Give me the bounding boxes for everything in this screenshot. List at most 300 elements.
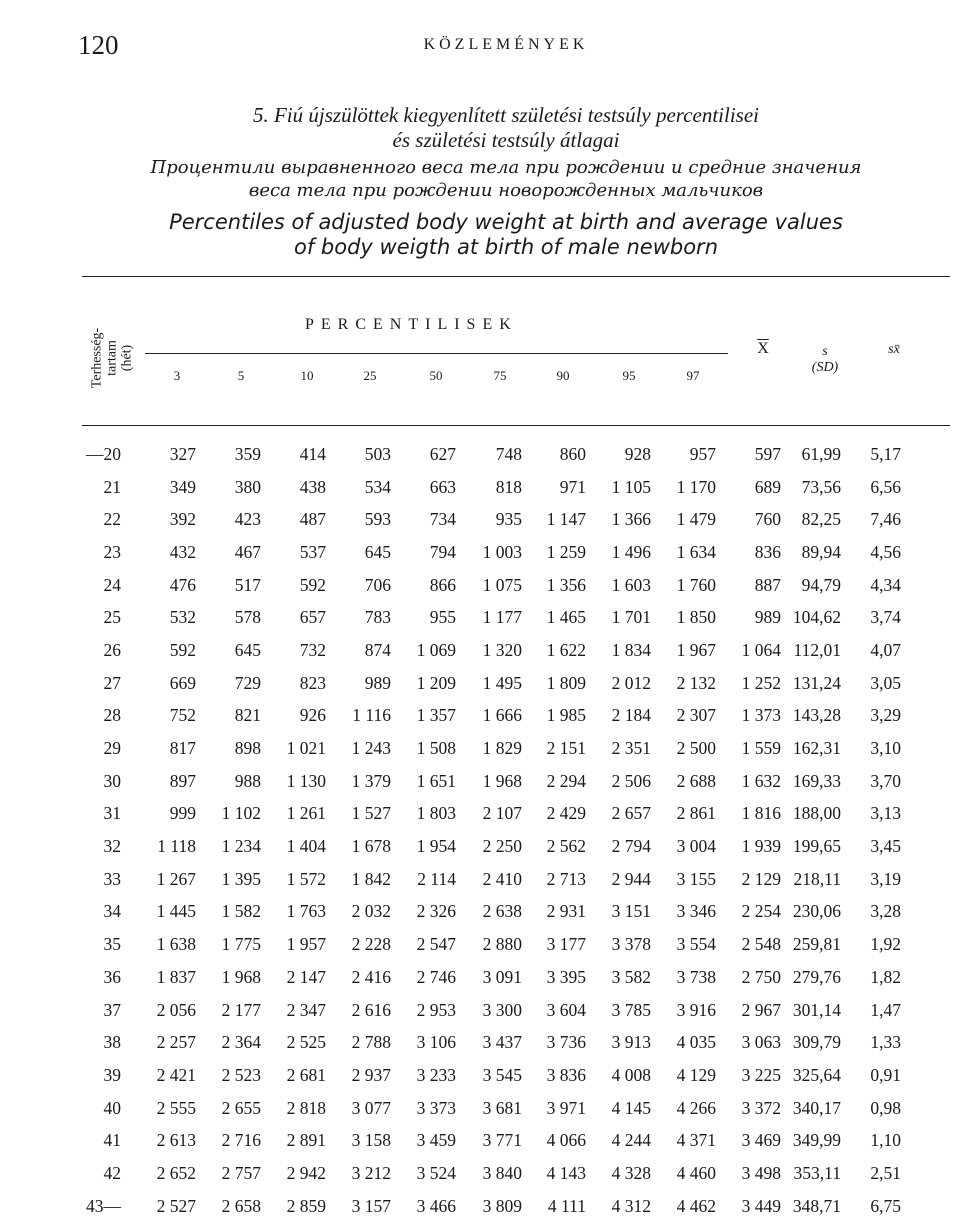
value-cell: 2 257	[156, 1032, 196, 1053]
value-cell: 2 326	[416, 901, 456, 922]
value-cell: 898	[234, 738, 261, 759]
percentile-table	[76, 438, 901, 1223]
value-cell: 6,75	[870, 1195, 901, 1216]
value-cell: 534	[364, 476, 391, 497]
value-cell: 4 129	[676, 1064, 716, 1085]
table-row	[76, 765, 901, 798]
table-row	[76, 994, 901, 1027]
table-title-english	[96, 210, 916, 260]
value-cell: 1 559	[741, 738, 781, 759]
table-row	[76, 438, 901, 471]
column-header-p90: 90	[556, 368, 570, 383]
value-cell: 4 145	[611, 1097, 651, 1118]
value-cell: 4 066	[546, 1130, 586, 1151]
value-cell: 874	[364, 639, 391, 660]
gestation-week-cell: 24	[103, 574, 121, 595]
se-symbol: sx̄	[888, 342, 900, 357]
value-cell: 1 842	[351, 868, 391, 889]
table-row	[76, 569, 901, 602]
value-cell: 3,70	[870, 770, 901, 791]
value-cell: 188,00	[792, 803, 841, 824]
value-cell: 2 228	[351, 934, 391, 955]
value-cell: 2 410	[482, 868, 522, 889]
value-cell: 935	[495, 509, 522, 530]
value-cell: 1 170	[676, 476, 716, 497]
value-cell: 1 395	[221, 868, 261, 889]
value-cell: 309,79	[792, 1032, 841, 1053]
table-body	[76, 438, 901, 1223]
value-cell: 1 954	[416, 836, 456, 857]
table-row	[76, 732, 901, 765]
value-cell: 3 681	[482, 1097, 522, 1118]
value-cell: 7,46	[870, 509, 901, 530]
value-cell: 162,31	[792, 738, 841, 759]
value-cell: 1 102	[221, 803, 261, 824]
value-cell: 3 736	[546, 1032, 586, 1053]
value-cell: 1 147	[546, 509, 586, 530]
percentile-group-header: PERCENTILISEK	[305, 316, 518, 333]
value-cell: 1 816	[741, 803, 781, 824]
value-cell: 2 716	[221, 1130, 261, 1151]
value-cell: 4 143	[546, 1162, 586, 1183]
value-cell: 3 913	[611, 1032, 651, 1053]
table-row	[76, 1190, 901, 1223]
value-cell: 988	[234, 770, 261, 791]
value-cell: 1 803	[416, 803, 456, 824]
column-header-p95: 95	[622, 368, 636, 383]
value-cell: 2 655	[221, 1097, 261, 1118]
value-cell: 645	[234, 639, 261, 660]
gestation-week-cell: 36	[103, 966, 121, 987]
stub-header	[86, 300, 138, 415]
gestation-week-cell: 25	[103, 607, 121, 628]
value-cell: 1 701	[611, 607, 651, 628]
value-cell: 3 809	[482, 1195, 522, 1216]
value-cell: 4 008	[611, 1064, 651, 1085]
value-cell: 2 307	[676, 705, 716, 726]
value-cell: 1 069	[416, 639, 456, 660]
title-russian-text: Процентили выравненного веса тела при рождении и средние значения веса тела при рождении новорожденных мальчиков	[150, 157, 862, 201]
value-cell: 734	[429, 509, 456, 530]
value-cell: 3 004	[676, 836, 716, 857]
value-cell: 169,33	[792, 770, 841, 791]
value-cell: 1 622	[546, 639, 586, 660]
value-cell: 1 075	[482, 574, 522, 595]
value-cell: 3 738	[676, 966, 716, 987]
value-cell: 2 788	[351, 1032, 391, 1053]
value-cell: 1 496	[611, 541, 651, 562]
value-cell: 3 524	[416, 1162, 456, 1183]
value-cell: 1 666	[482, 705, 522, 726]
value-cell: 1 064	[741, 639, 781, 660]
value-cell: 955	[429, 607, 456, 628]
gestation-week-cell: 38	[103, 1032, 121, 1053]
value-cell: 2 500	[676, 738, 716, 759]
value-cell: 3 469	[741, 1130, 781, 1151]
gestation-week-cell: 42	[103, 1162, 121, 1183]
value-cell: 4 266	[676, 1097, 716, 1118]
value-cell: 73,56	[801, 476, 841, 497]
value-cell: 349	[169, 476, 196, 497]
value-cell: 349,99	[792, 1130, 841, 1151]
gestation-week-cell: 29	[103, 738, 121, 759]
table-row	[76, 928, 901, 961]
value-cell: 537	[299, 541, 326, 562]
value-cell: 2 254	[741, 901, 781, 922]
value-cell: 2 527	[156, 1195, 196, 1216]
value-cell: 836	[754, 541, 781, 562]
value-cell: 532	[169, 607, 196, 628]
value-cell: 359	[234, 443, 261, 464]
value-cell: 2 861	[676, 803, 716, 824]
value-cell: 578	[234, 607, 261, 628]
value-cell: 1 968	[221, 966, 261, 987]
value-cell: 794	[429, 541, 456, 562]
value-cell: 1 527	[351, 803, 391, 824]
value-cell: 3 155	[676, 868, 716, 889]
value-cell: 1 116	[352, 705, 391, 726]
value-cell: 2 250	[482, 836, 522, 857]
value-cell: 2 012	[611, 672, 651, 693]
value-cell: 817	[169, 738, 196, 759]
value-cell: 706	[364, 574, 391, 595]
gestation-week-cell: 32	[103, 836, 121, 857]
value-cell: 2 967	[741, 999, 781, 1020]
value-cell: 2 107	[482, 803, 522, 824]
value-cell: 89,94	[801, 541, 841, 562]
value-cell: 4 244	[611, 1130, 651, 1151]
gestation-week-cell: 31	[103, 803, 121, 824]
value-cell: 1 366	[611, 509, 651, 530]
percentile-group-rule	[145, 353, 728, 354]
value-cell: 2 151	[546, 738, 586, 759]
value-cell: 1 850	[676, 607, 716, 628]
value-cell: 414	[299, 443, 326, 464]
value-cell: 1 465	[546, 607, 586, 628]
value-cell: 4 312	[611, 1195, 651, 1216]
value-cell: 752	[169, 705, 196, 726]
gestation-week-cell: —20	[86, 443, 121, 464]
value-cell: 6,56	[870, 476, 901, 497]
value-cell: 669	[169, 672, 196, 693]
value-cell: 3 971	[546, 1097, 586, 1118]
value-cell: 783	[364, 607, 391, 628]
value-cell: 2 681	[286, 1064, 326, 1085]
value-cell: 94,79	[801, 574, 841, 595]
value-cell: 645	[364, 541, 391, 562]
value-cell: 3 177	[546, 934, 586, 955]
value-cell: 3 372	[741, 1097, 781, 1118]
value-cell: 3 916	[676, 999, 716, 1020]
value-cell: 2,51	[870, 1162, 901, 1183]
value-cell: 1 130	[286, 770, 326, 791]
value-cell: 2 132	[676, 672, 716, 693]
value-cell: 2 114	[417, 868, 456, 889]
value-cell: 657	[299, 607, 326, 628]
value-cell: 3 498	[741, 1162, 781, 1183]
value-cell: 2 364	[221, 1032, 261, 1053]
value-cell: 2 547	[416, 934, 456, 955]
value-cell: 1 760	[676, 574, 716, 595]
gestation-week-cell: 35	[103, 934, 121, 955]
value-cell: 279,76	[792, 966, 841, 987]
value-cell: 2 750	[741, 966, 781, 987]
value-cell: 143,28	[792, 705, 841, 726]
value-cell: 1 357	[416, 705, 456, 726]
value-cell: 2 416	[351, 966, 391, 987]
value-cell: 989	[364, 672, 391, 693]
value-cell: 4 371	[676, 1130, 716, 1151]
value-cell: 928	[624, 443, 651, 464]
value-cell: 0,98	[870, 1097, 901, 1118]
column-header-p10: 10	[300, 368, 314, 383]
value-cell: 467	[234, 541, 261, 562]
value-cell: 3 437	[482, 1032, 522, 1053]
value-cell: 2 859	[286, 1195, 326, 1216]
value-cell: 3 449	[741, 1195, 781, 1216]
value-cell: 1 638	[156, 934, 196, 955]
value-cell: 423	[234, 509, 261, 530]
value-cell: 2 347	[286, 999, 326, 1020]
column-header-mean	[748, 340, 778, 358]
gestation-week-cell: 40	[103, 1097, 121, 1118]
value-cell: 4 328	[611, 1162, 651, 1183]
value-cell: 821	[234, 705, 261, 726]
table-row	[76, 471, 901, 504]
value-cell: 1 603	[611, 574, 651, 595]
table-row	[76, 896, 901, 929]
value-cell: 2 562	[546, 836, 586, 857]
value-cell: 3 225	[741, 1064, 781, 1085]
value-cell: 2 757	[221, 1162, 261, 1183]
value-cell: 1 985	[546, 705, 586, 726]
value-cell: 438	[299, 476, 326, 497]
value-cell: 104,62	[792, 607, 841, 628]
value-cell: 2 056	[156, 999, 196, 1020]
value-cell: 3,28	[870, 901, 901, 922]
value-cell: 4,56	[870, 541, 901, 562]
value-cell: 1 508	[416, 738, 456, 759]
table-row	[76, 1092, 901, 1125]
value-cell: 3 554	[676, 934, 716, 955]
table-title-hungarian	[96, 103, 916, 153]
value-cell: 4 460	[676, 1162, 716, 1183]
value-cell: 1 651	[416, 770, 456, 791]
value-cell: 3,74	[870, 607, 901, 628]
gestation-week-cell: 37	[103, 999, 121, 1020]
column-header-p97: 97	[686, 368, 700, 383]
value-cell: 340,17	[792, 1097, 841, 1118]
value-cell: 729	[234, 672, 261, 693]
table-row	[76, 830, 901, 863]
value-cell: 3 395	[546, 966, 586, 987]
column-header-p50: 50	[429, 368, 443, 383]
gestation-week-cell: 23	[103, 541, 121, 562]
value-cell: 3 346	[676, 901, 716, 922]
value-cell: 2 421	[156, 1064, 196, 1085]
value-cell: 301,14	[792, 999, 841, 1020]
value-cell: 818	[495, 476, 522, 497]
value-cell: 1 373	[741, 705, 781, 726]
value-cell: 432	[169, 541, 196, 562]
value-cell: 597	[754, 443, 781, 464]
table-row	[76, 503, 901, 536]
value-cell: 3 785	[611, 999, 651, 1020]
value-cell: 2 129	[741, 868, 781, 889]
value-cell: 1 763	[286, 901, 326, 922]
value-cell: 1 021	[286, 738, 326, 759]
value-cell: 2 942	[286, 1162, 326, 1183]
value-cell: 627	[429, 443, 456, 464]
value-cell: 1 678	[351, 836, 391, 857]
value-cell: 1 775	[221, 934, 261, 955]
value-cell: 2 657	[611, 803, 651, 824]
value-cell: 3 545	[482, 1064, 522, 1085]
header-bottom-rule	[82, 425, 950, 426]
running-head: KÖZLEMÉNYEK	[423, 36, 589, 53]
value-cell: 3,10	[870, 738, 901, 759]
column-header-p75: 75	[493, 368, 507, 383]
value-cell: 593	[364, 509, 391, 530]
value-cell: 1 829	[482, 738, 522, 759]
value-cell: 2 184	[611, 705, 651, 726]
value-cell: 897	[169, 770, 196, 791]
value-cell: 3 077	[351, 1097, 391, 1118]
value-cell: 3 840	[482, 1162, 522, 1183]
value-cell: 2 351	[611, 738, 651, 759]
value-cell: 2 616	[351, 999, 391, 1020]
value-cell: 2 548	[741, 934, 781, 955]
value-cell: 3 466	[416, 1195, 456, 1216]
value-cell: 2 032	[351, 901, 391, 922]
value-cell: 4 462	[676, 1195, 716, 1216]
value-cell: 1,10	[870, 1130, 901, 1151]
value-cell: 1,82	[870, 966, 901, 987]
value-cell: 476	[169, 574, 196, 595]
gestation-week-cell: 21	[103, 476, 121, 497]
value-cell: 1 259	[546, 541, 586, 562]
value-cell: 4 035	[676, 1032, 716, 1053]
gestation-week-cell: 28	[103, 705, 121, 726]
value-cell: 3 459	[416, 1130, 456, 1151]
value-cell: 2 555	[156, 1097, 196, 1118]
value-cell: 860	[559, 443, 586, 464]
title-hungarian-text: 5. Fiú újszülöttek kiegyenlített születési testsúly percentilisei és születési testsúly átlagai	[252, 103, 760, 152]
value-cell: 4 111	[547, 1195, 586, 1216]
value-cell: 3 106	[416, 1032, 456, 1053]
value-cell: 2 147	[286, 966, 326, 987]
value-cell: 1 177	[482, 607, 522, 628]
value-cell: 1 003	[482, 541, 522, 562]
value-cell: 3,29	[870, 705, 901, 726]
value-cell: 887	[754, 574, 781, 595]
mean-symbol: $\overline{X}$	[757, 340, 769, 357]
value-cell: 1 957	[286, 934, 326, 955]
column-header-p5: 5	[237, 368, 245, 383]
value-cell: 3,19	[870, 868, 901, 889]
value-cell: 61,99	[801, 443, 841, 464]
value-cell: 3 378	[611, 934, 651, 955]
value-cell: 592	[169, 639, 196, 660]
value-cell: 2 953	[416, 999, 456, 1020]
value-cell: 1 252	[741, 672, 781, 693]
value-cell: 2 613	[156, 1130, 196, 1151]
page-number: 120	[78, 30, 119, 60]
value-cell: 2 652	[156, 1162, 196, 1183]
top-rule	[82, 276, 950, 277]
value-cell: 3,05	[870, 672, 901, 693]
value-cell: 3 373	[416, 1097, 456, 1118]
value-cell: 1 632	[741, 770, 781, 791]
table-row	[76, 1059, 901, 1092]
gestation-week-cell: 43—	[86, 1195, 121, 1216]
value-cell: 2 658	[221, 1195, 261, 1216]
value-cell: 999	[169, 803, 196, 824]
value-cell: 3 158	[351, 1130, 391, 1151]
value-cell: 1 261	[286, 803, 326, 824]
value-cell: 1 118	[157, 836, 196, 857]
value-cell: 2 294	[546, 770, 586, 791]
value-cell: 2 944	[611, 868, 651, 889]
value-cell: 3 300	[482, 999, 522, 1020]
value-cell: 3 151	[611, 901, 651, 922]
table-row	[76, 863, 901, 896]
gestation-week-cell: 34	[103, 901, 121, 922]
value-cell: 327	[169, 443, 196, 464]
value-cell: 1 379	[351, 770, 391, 791]
gestation-week-cell: 41	[103, 1130, 121, 1151]
value-cell: 2 638	[482, 901, 522, 922]
column-header-p3: 3	[173, 368, 181, 383]
value-cell: 1 404	[286, 836, 326, 857]
value-cell: 2 818	[286, 1097, 326, 1118]
value-cell: 2 880	[482, 934, 522, 955]
value-cell: 1 572	[286, 868, 326, 889]
value-cell: 1,92	[870, 934, 901, 955]
value-cell: 926	[299, 705, 326, 726]
value-cell: 1 495	[482, 672, 522, 693]
value-cell: 2 937	[351, 1064, 391, 1085]
value-cell: 2 506	[611, 770, 651, 791]
value-cell: 957	[689, 443, 716, 464]
value-cell: 112,01	[793, 639, 841, 660]
table-row	[76, 667, 901, 700]
value-cell: 3 582	[611, 966, 651, 987]
table-row	[76, 961, 901, 994]
value-cell: 1 105	[611, 476, 651, 497]
gestation-week-cell: 33	[103, 868, 121, 889]
value-cell: 3 836	[546, 1064, 586, 1085]
value-cell: 1 479	[676, 509, 716, 530]
value-cell: 2 746	[416, 966, 456, 987]
value-cell: 353,11	[793, 1162, 841, 1183]
value-cell: 0,91	[870, 1064, 901, 1085]
value-cell: 1 939	[741, 836, 781, 857]
value-cell: 663	[429, 476, 456, 497]
value-cell: 392	[169, 509, 196, 530]
gestation-week-cell: 27	[103, 672, 121, 693]
table-row	[76, 536, 901, 569]
value-cell: 3,45	[870, 836, 901, 857]
value-cell: 199,65	[792, 836, 841, 857]
value-cell: 3 212	[351, 1162, 391, 1183]
value-cell: 1 837	[156, 966, 196, 987]
value-cell: 3 771	[482, 1130, 522, 1151]
gestation-week-cell: 30	[103, 770, 121, 791]
value-cell: 2 891	[286, 1130, 326, 1151]
value-cell: 1 320	[482, 639, 522, 660]
value-cell: 2 525	[286, 1032, 326, 1053]
